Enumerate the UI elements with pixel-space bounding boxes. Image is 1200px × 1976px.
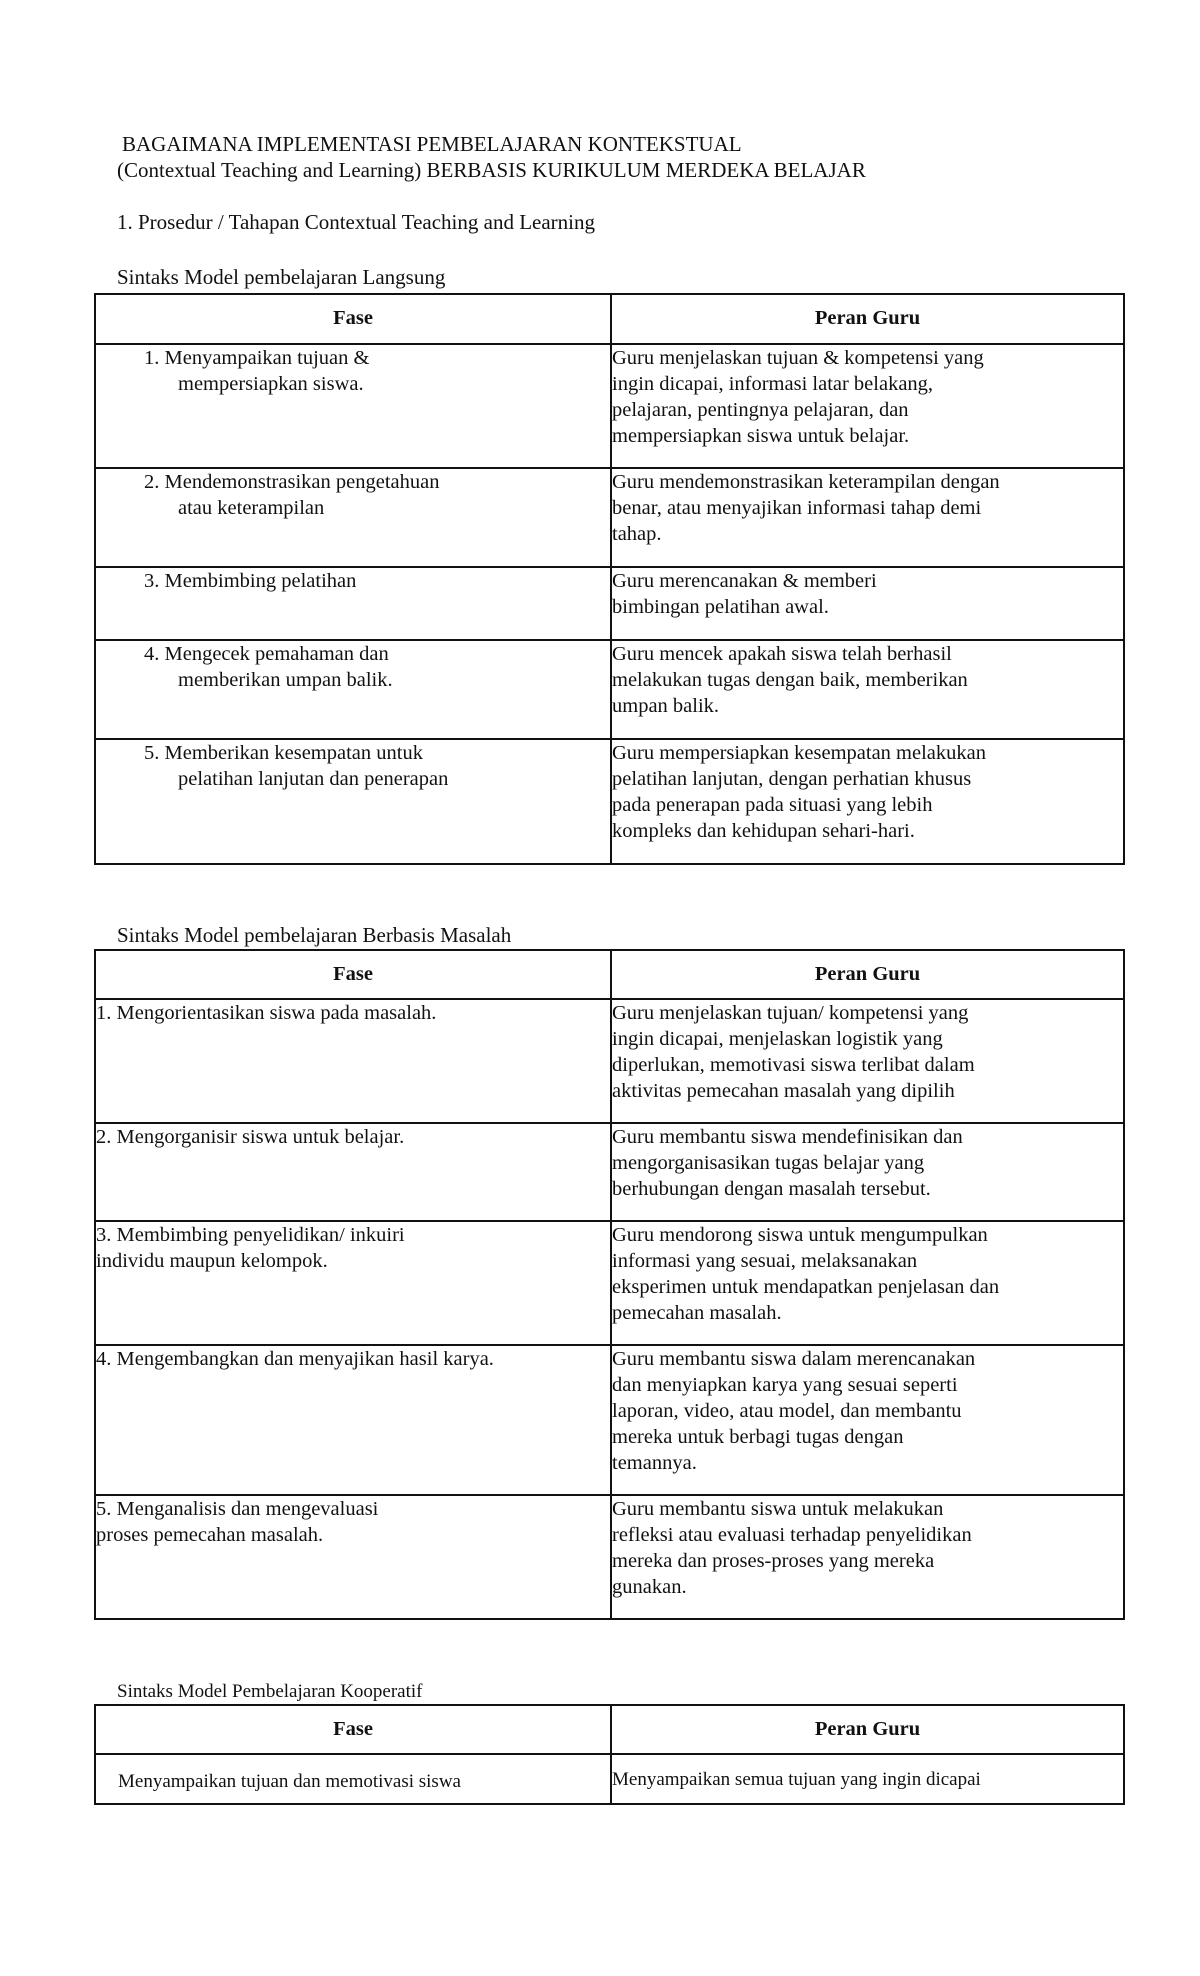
table-label-kooperatif: Sintaks Model Pembelajaran Kooperatif xyxy=(117,1681,423,1702)
fase-cell xyxy=(95,344,611,468)
column-header-fase: Fase xyxy=(95,1705,611,1754)
peran-guru-cell xyxy=(611,739,1124,864)
peran-guru-cell xyxy=(611,567,1124,640)
table-kooperatif xyxy=(94,1704,1125,1805)
peran-line: Guru membantu siswa untuk melakukan xyxy=(612,1498,944,1520)
peran-line: laporan, video, atau model, dan membantu xyxy=(612,1400,962,1422)
fase-line: 3. Membimbing penyelidikan/ inkuiri xyxy=(96,1224,405,1246)
table-row xyxy=(95,1345,1124,1495)
fase-line: 3. Membimbing pelatihan xyxy=(144,570,357,592)
table-row xyxy=(95,468,1124,567)
peran-guru-cell xyxy=(611,1221,1124,1345)
peran-guru-cell xyxy=(611,1495,1124,1619)
peran-line: refleksi atau evaluasi terhadap penyelidikan xyxy=(612,1524,972,1546)
table-row xyxy=(95,1221,1124,1345)
peran-line: mereka dan proses-proses yang mereka xyxy=(612,1550,935,1572)
fase-line: individu maupun kelompok. xyxy=(96,1250,328,1272)
fase-cell xyxy=(95,1754,611,1804)
fase-cell xyxy=(95,567,611,640)
fase-cell xyxy=(95,739,611,864)
peran-line: pelatihan lanjutan, dengan perhatian khusus xyxy=(612,768,972,790)
fase-line: atau keterampilan xyxy=(178,497,325,519)
document-title-line2: (Contextual Teaching and Learning) BERBASIS KURIKULUM MERDEKA BELAJAR xyxy=(117,158,866,182)
column-header-fase: Fase xyxy=(95,950,611,999)
peran-line: Guru mempersiapkan kesempatan melakukan xyxy=(612,742,986,764)
peran-line: aktivitas pemecahan masalah yang dipilih xyxy=(612,1080,955,1102)
peran-line: pemecahan masalah. xyxy=(612,1302,782,1324)
peran-line: Guru membantu siswa dalam merencanakan xyxy=(612,1348,976,1370)
table-header-row xyxy=(95,950,1124,999)
table-label-berbasis-masalah: Sintaks Model pembelajaran Berbasis Masalah xyxy=(117,923,512,947)
peran-line: diperlukan, memotivasi siswa terlibat dalam xyxy=(612,1054,975,1076)
peran-line: Guru merencanakan & memberi xyxy=(612,570,877,592)
peran-line: Guru menjelaskan tujuan/ kompetensi yang xyxy=(612,1002,969,1024)
peran-guru-cell xyxy=(611,1123,1124,1221)
table-row xyxy=(95,344,1124,468)
table-row xyxy=(95,567,1124,640)
fase-line: 4. Mengecek pemahaman dan xyxy=(144,643,389,665)
peran-line: umpan balik. xyxy=(612,695,720,717)
peran-line: kompleks dan kehidupan sehari-hari. xyxy=(612,820,915,842)
peran-guru-cell xyxy=(611,999,1124,1123)
peran-line: gunakan. xyxy=(612,1576,687,1598)
fase-line: 4. Mengembangkan dan menyajikan hasil karya. xyxy=(96,1348,494,1370)
table-berbasis-masalah xyxy=(94,949,1125,1620)
fase-line: 2. Mengorganisir siswa untuk belajar. xyxy=(96,1126,405,1148)
peran-line: benar, atau menyajikan informasi tahap demi xyxy=(612,497,982,519)
table-row xyxy=(95,640,1124,739)
column-header-peran-guru: Peran Guru xyxy=(611,950,1124,999)
fase-cell xyxy=(95,1495,611,1619)
table-header-row xyxy=(95,294,1124,344)
peran-line: pada penerapan pada situasi yang lebih xyxy=(612,794,933,816)
fase-line: proses pemecahan masalah. xyxy=(96,1524,324,1546)
peran-line: melakukan tugas dengan baik, memberikan xyxy=(612,669,968,691)
peran-line: tahap. xyxy=(612,523,662,545)
peran-line: temannya. xyxy=(612,1452,697,1474)
fase-line: 2. Mendemonstrasikan pengetahuan xyxy=(144,471,440,493)
peran-line: ingin dicapai, informasi latar belakang, xyxy=(612,373,934,395)
peran-line: Guru membantu siswa mendefinisikan dan xyxy=(612,1126,963,1148)
fase-line: 5. Memberikan kesempatan untuk xyxy=(144,742,423,764)
peran-line: eksperimen untuk mendapatkan penjelasan dan xyxy=(612,1276,1000,1298)
peran-line: mereka untuk berbagi tugas dengan xyxy=(612,1426,904,1448)
peran-line: Guru menjelaskan tujuan & kompetensi yang xyxy=(612,347,984,369)
peran-line: Menyampaikan semua tujuan yang ingin dicapai xyxy=(612,1769,981,1790)
section-heading: 1. Prosedur / Tahapan Contextual Teaching and Learning xyxy=(117,210,595,234)
table-row xyxy=(95,999,1124,1123)
peran-guru-cell xyxy=(611,468,1124,567)
fase-cell xyxy=(95,1221,611,1345)
column-header-fase: Fase xyxy=(95,294,611,344)
document-title-line1: BAGAIMANA IMPLEMENTASI PEMBELAJARAN KONTEKSTUAL xyxy=(122,132,742,156)
peran-line: pelajaran, pentingnya pelajaran, dan xyxy=(612,399,909,421)
table-row xyxy=(95,1495,1124,1619)
column-header-peran-guru: Peran Guru xyxy=(611,294,1124,344)
fase-cell xyxy=(95,999,611,1123)
fase-cell xyxy=(95,1345,611,1495)
peran-line: mengorganisasikan tugas belajar yang xyxy=(612,1152,925,1174)
table-row xyxy=(95,739,1124,864)
fase-line: 5. Menganalisis dan mengevaluasi xyxy=(96,1498,379,1520)
peran-guru-cell xyxy=(611,640,1124,739)
table-header-row xyxy=(95,1705,1124,1754)
column-header-peran-guru: Peran Guru xyxy=(611,1705,1124,1754)
fase-line: mempersiapkan siswa. xyxy=(178,373,364,395)
peran-line: ingin dicapai, menjelaskan logistik yang xyxy=(612,1028,943,1050)
fase-cell xyxy=(95,1123,611,1221)
peran-line: mempersiapkan siswa untuk belajar. xyxy=(612,425,910,447)
peran-line: Guru mendemonstrasikan keterampilan dengan xyxy=(612,471,1000,493)
table-row xyxy=(95,1123,1124,1221)
peran-guru-cell xyxy=(611,1345,1124,1495)
fase-line: pelatihan lanjutan dan penerapan xyxy=(178,768,449,790)
fase-cell xyxy=(95,640,611,739)
fase-line: 1. Mengorientasikan siswa pada masalah. xyxy=(96,1002,437,1024)
fase-line: memberikan umpan balik. xyxy=(178,669,393,691)
peran-guru-cell xyxy=(611,1754,1124,1804)
fase-cell xyxy=(95,468,611,567)
fase-line: Menyampaikan tujuan dan memotivasi siswa xyxy=(118,1771,461,1792)
table-label-langsung: Sintaks Model pembelajaran Langsung xyxy=(117,265,446,289)
table-langsung xyxy=(94,293,1125,865)
peran-line: dan menyiapkan karya yang sesuai seperti xyxy=(612,1374,958,1396)
peran-line: Guru mencek apakah siswa telah berhasil xyxy=(612,643,952,665)
fase-line: 1. Menyampaikan tujuan & xyxy=(144,347,370,369)
peran-line: berhubungan dengan masalah tersebut. xyxy=(612,1178,931,1200)
table-row xyxy=(95,1754,1124,1804)
peran-guru-cell xyxy=(611,344,1124,468)
peran-line: informasi yang sesuai, melaksanakan xyxy=(612,1250,918,1272)
peran-line: bimbingan pelatihan awal. xyxy=(612,596,829,618)
peran-line: Guru mendorong siswa untuk mengumpulkan xyxy=(612,1224,988,1246)
